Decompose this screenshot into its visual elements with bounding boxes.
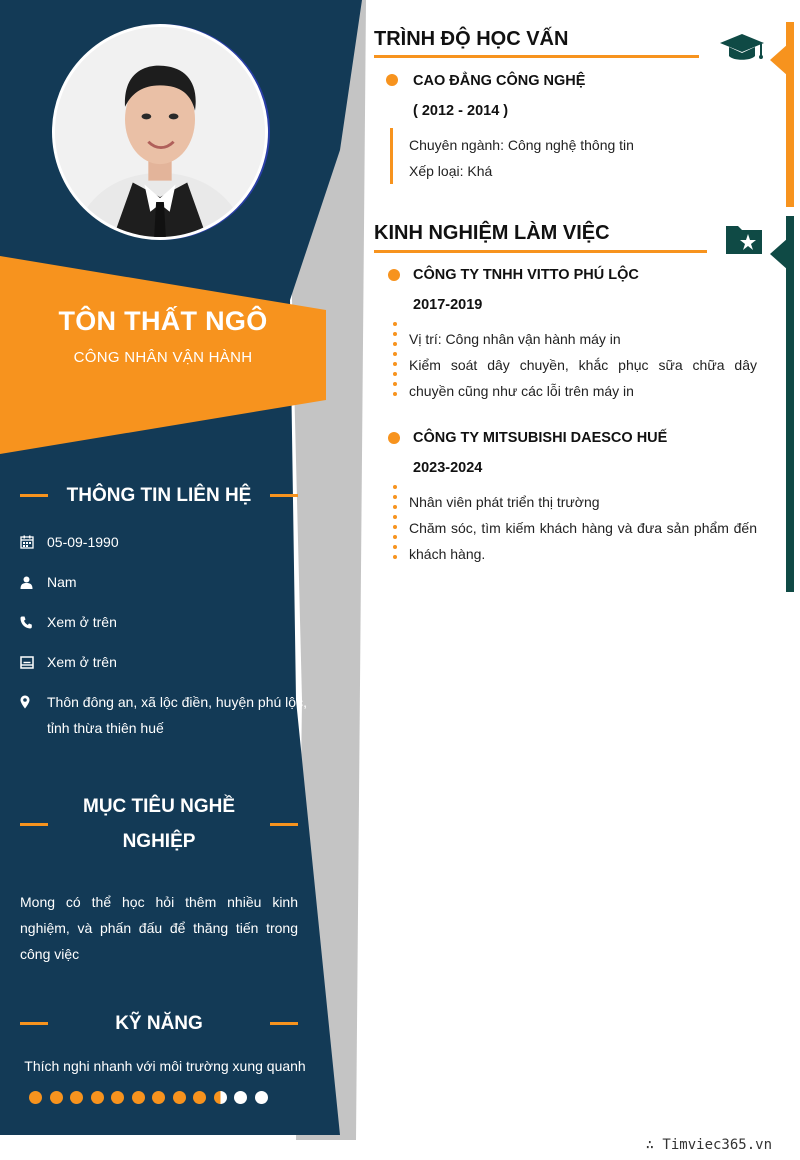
experience-timeline-dots (393, 322, 397, 402)
experience-bullet (388, 432, 400, 444)
education-details (409, 132, 757, 184)
education-grade: Xếp loại: Khá (409, 163, 493, 179)
phone-value: Xem ở trên (47, 614, 117, 630)
experience-accent-arrow (770, 238, 788, 270)
skill-dot (234, 1091, 247, 1104)
email-value: Xem ở trên (47, 654, 117, 670)
location-icon (20, 693, 47, 711)
skill-dot (70, 1091, 83, 1104)
email-icon (20, 653, 47, 671)
objective-heading-line2: NGHIỆP (122, 831, 196, 852)
contact-email (20, 653, 310, 675)
candidate-name: TÔN THẤT NGÔ (58, 306, 268, 336)
skills-heading-text: KỸ NĂNG (115, 1013, 203, 1034)
skill-dot (152, 1091, 165, 1104)
objective-heading-text (48, 789, 270, 859)
phone-icon (20, 613, 47, 631)
education-timeline-line (390, 128, 393, 184)
contact-birthday (20, 533, 310, 555)
gender-value: Nam (47, 574, 77, 590)
skill-level-dots (29, 1091, 275, 1104)
skill-dot (132, 1091, 145, 1104)
folder-star-icon (724, 222, 764, 261)
skill-dot (255, 1091, 268, 1104)
skill-dot (193, 1091, 206, 1104)
skills-heading (20, 1006, 298, 1041)
experience-heading-rule (374, 250, 707, 253)
education-bullet (386, 74, 398, 86)
heading-line-right (270, 494, 298, 497)
avatar-portrait (55, 27, 265, 237)
experience-position: Vị trí: Công nhân vận hành máy in (409, 331, 621, 347)
calendar-icon (20, 533, 47, 551)
experience-heading: KINH NGHIỆM LÀM VIỆC (374, 222, 610, 244)
experience-details (409, 489, 757, 567)
skill-dot (50, 1091, 63, 1104)
experience-description: Chăm sóc, tìm kiếm khách hàng và đưa sản phẩm đến khách hàng. (409, 520, 757, 562)
birthday-value: 05-09-1990 (47, 534, 119, 550)
footer-brand: ∴ Timviec365.vn (645, 1137, 772, 1153)
contact-gender (20, 573, 310, 595)
experience-company: CÔNG TY MITSUBISHI DAESCO HUẾ (413, 430, 668, 446)
profile-header (0, 306, 326, 366)
contact-heading (20, 478, 298, 513)
heading-line-left (20, 1022, 48, 1025)
education-period: ( 2012 - 2014 ) (413, 103, 509, 119)
education-accent-arrow (770, 44, 788, 76)
contact-phone (20, 613, 310, 635)
address-value: Thôn đông an, xã lộc điền, huyện phú lộc, tỉnh thừa thiên huế (47, 694, 307, 736)
job-title: CÔNG NHÂN VẬN HÀNH (73, 349, 253, 366)
experience-position: Nhân viên phát triển thị trường (409, 494, 600, 510)
experience-side-accent (786, 216, 794, 592)
skill-dot (214, 1091, 227, 1104)
skill-dot (173, 1091, 186, 1104)
education-heading-rule (374, 55, 699, 58)
contact-heading-text: THÔNG TIN LIÊN HỆ (66, 485, 252, 506)
heading-line-right (270, 823, 298, 826)
objective-text: Mong có thể học hỏi thêm nhiều kinh nghiệm, và phấn đấu để thăng tiến trong công việc (20, 894, 298, 962)
experience-bullet (388, 269, 400, 281)
graduation-cap-icon (719, 32, 765, 69)
objective-heading (20, 789, 298, 859)
contact-address (20, 693, 310, 741)
skill-dot (91, 1091, 104, 1104)
heading-line-left (20, 823, 48, 826)
experience-period: 2017-2019 (413, 297, 483, 313)
heading-line-right (270, 1022, 298, 1025)
heading-line-left (20, 494, 48, 497)
skill-name: Thích nghi nhanh với môi trường xung quanh (24, 1058, 306, 1074)
experience-description: Kiểm soát dây chuyền, khắc phục sữa chữa dây chuyền cũng như các lỗi trên máy in (409, 357, 757, 399)
experience-company: CÔNG TY TNHH VITTO PHÚ LỘC (413, 267, 639, 283)
experience-details (409, 326, 757, 404)
education-major: Chuyên ngành: Công nghệ thông tin (409, 137, 634, 153)
skill-dot (111, 1091, 124, 1104)
education-school: CAO ĐẲNG CÔNG NGHỆ (413, 73, 586, 89)
education-heading: TRÌNH ĐỘ HỌC VẤN (374, 28, 569, 50)
experience-timeline-dots (393, 485, 397, 565)
user-icon (20, 573, 47, 591)
objective-heading-line1: MỤC TIÊU NGHỀ (83, 796, 235, 817)
skill-dot (29, 1091, 42, 1104)
avatar (52, 24, 268, 240)
experience-period: 2023-2024 (413, 460, 483, 476)
